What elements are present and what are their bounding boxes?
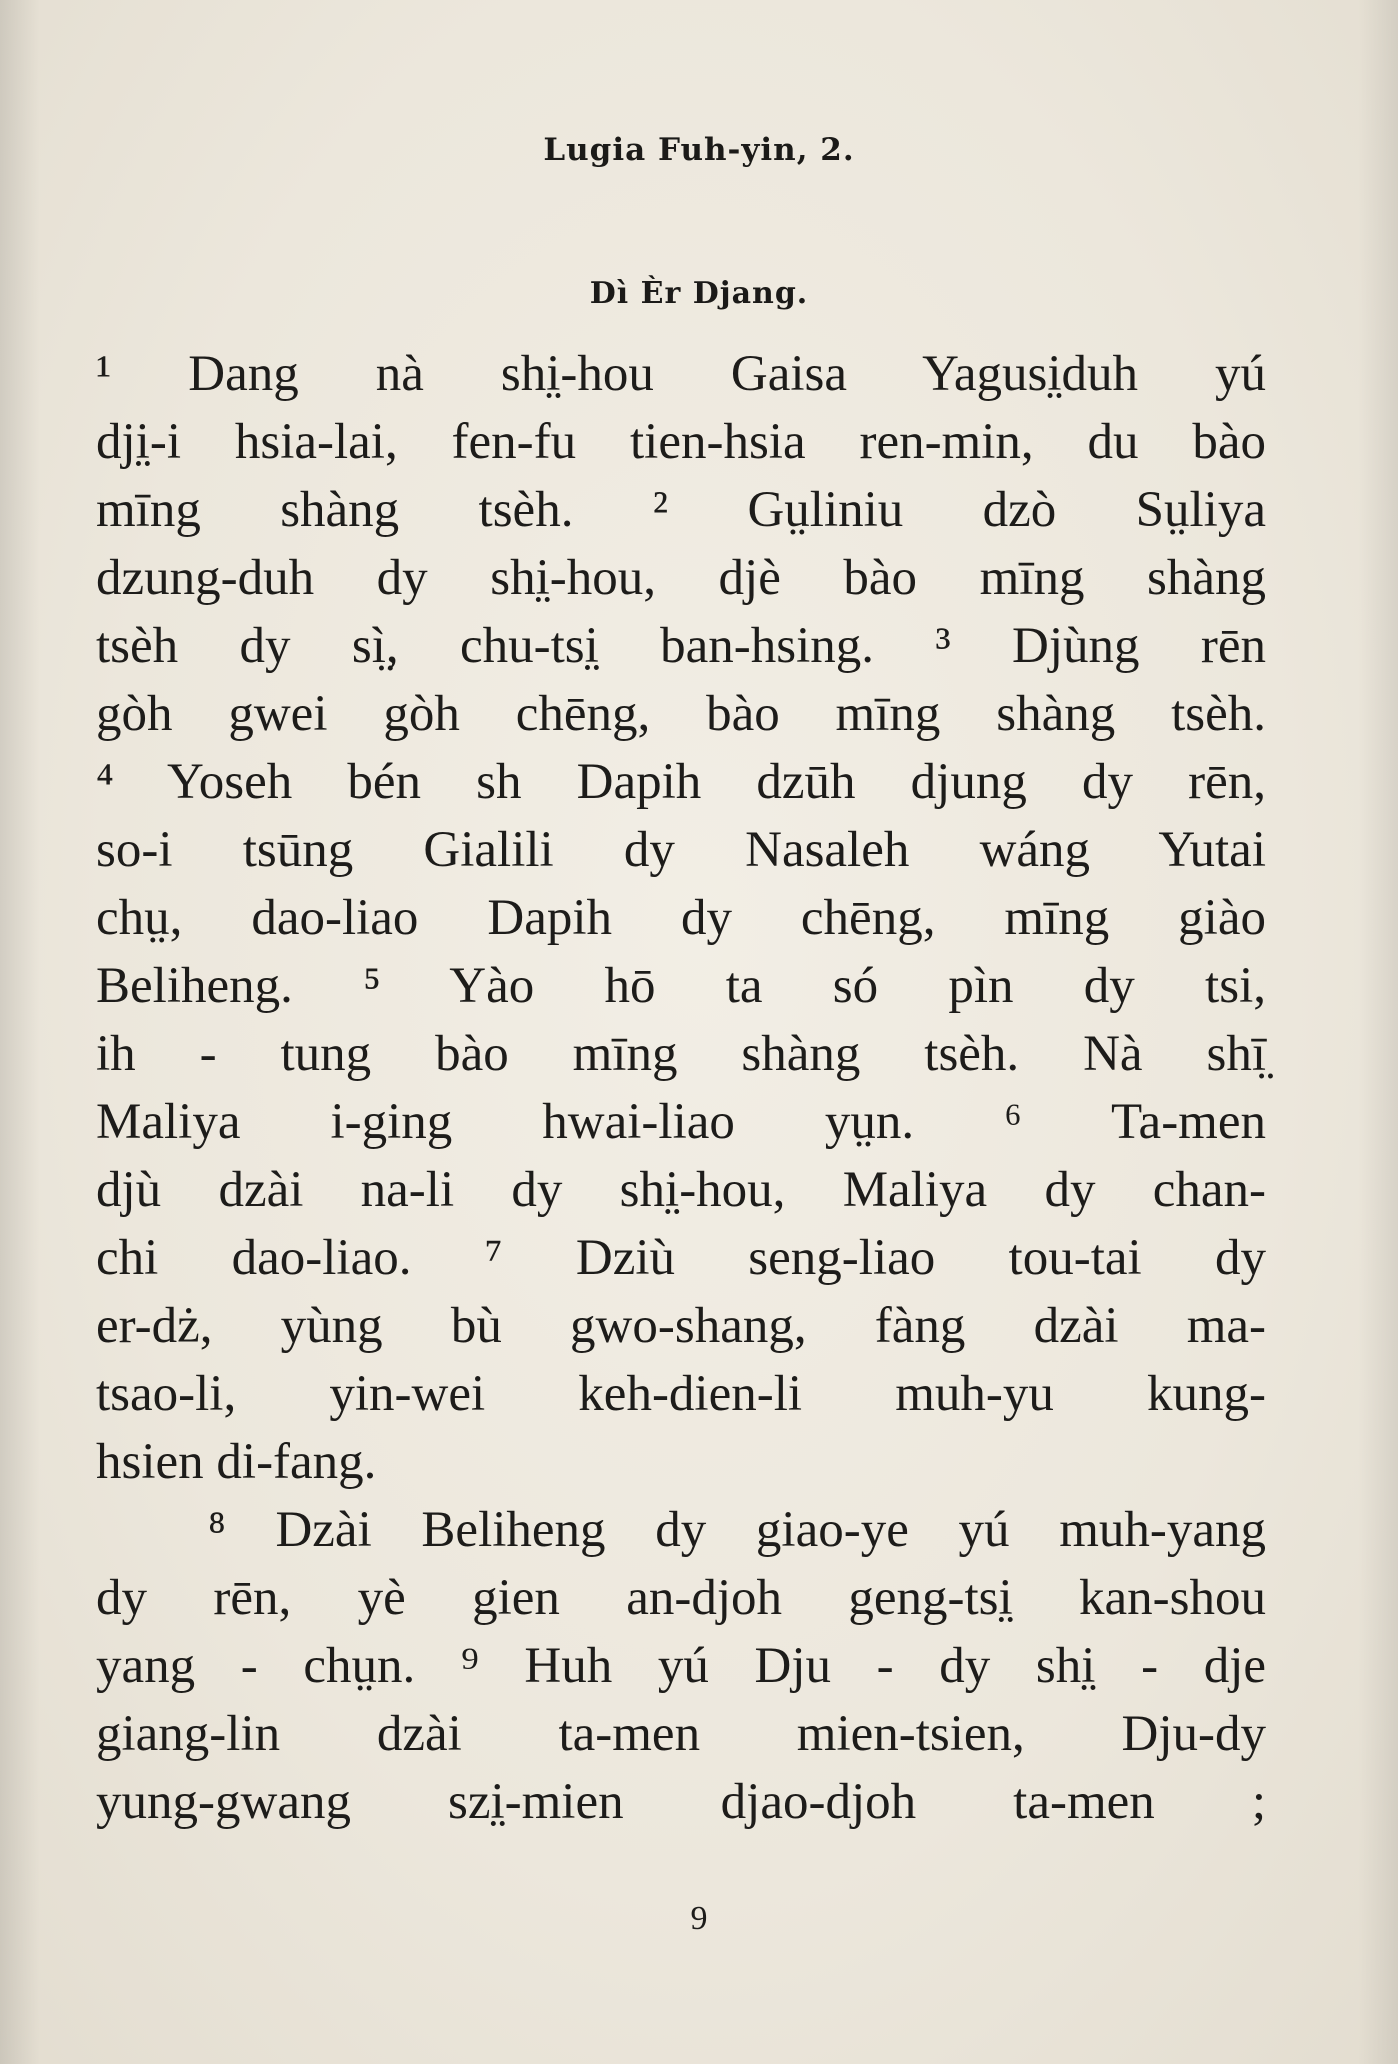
running-head: Lugia Fuh-yin, 2. — [543, 132, 855, 168]
text-line: dji̤-i hsia-lai, fen-fu tien-hsia ren-min, du bào — [96, 414, 1266, 470]
chapter-title: Dì Èr Djang. — [589, 276, 809, 311]
text-line: ih - tung bào mīng shàng tsèh. Nà shī̤ — [96, 1026, 1266, 1082]
text-line: djù dzài na-li dy shi̤-hou, Maliya dy chan- — [96, 1162, 1266, 1218]
text-line: dy rēn, yè gien an-djoh geng-tsi̤ kan-shou — [96, 1570, 1266, 1626]
text-line: chṳ, dao-liao Dapih dy chēng, mīng giào — [96, 890, 1266, 946]
text-line: ⁴ Yoseh bén sh Dapih dzūh djung dy rēn, — [96, 754, 1266, 810]
text-line: giang-lin dzài ta-men mien-tsien, Dju-dy — [96, 1706, 1266, 1762]
text-line: yung-gwang szi̤-mien djao-djoh ta-men ; — [96, 1774, 1266, 1830]
text-line: er-dż, yùng bù gwo-shang, fàng dzài ma- — [96, 1298, 1266, 1354]
text-line: chi dao-liao. ⁷ Dziù seng-liao tou-tai dy — [96, 1230, 1266, 1286]
body-text — [96, 340, 1266, 1836]
page-number: 9 — [690, 1900, 708, 1937]
text-line: yang - chṳn. ⁹ Huh yú Dju - dy shi̤ - dje — [96, 1638, 1266, 1694]
text-line: tsèh dy sì̤, chu-tsi̤ ban-hsing. ³ Djùng rēn — [96, 618, 1266, 674]
text-line: Maliya i-ging hwai-liao yṳn. ⁶ Ta-men — [96, 1094, 1266, 1150]
text-line: hsien di-fang. — [96, 1434, 377, 1490]
text-line: ⁸ Dzài Beliheng dy giao-ye yú muh-yang — [208, 1502, 1266, 1558]
text-line: so-i tsūng Gialili dy Nasaleh wáng Yutai — [96, 822, 1266, 878]
text-line: dzung-duh dy shi̤-hou, djè bào mīng shàng — [96, 550, 1266, 606]
text-line: tsao-li, yin-wei keh-dien-li muh-yu kung- — [96, 1366, 1266, 1422]
text-line: gòh gwei gòh chēng, bào mīng shàng tsèh. — [96, 686, 1266, 742]
text-line: Beliheng. ⁵ Yào hō ta só pìn dy tsi, — [96, 958, 1266, 1014]
text-line: mīng shàng tsèh. ² Gṳliniu dzò Sṳliya — [96, 482, 1266, 538]
text-line: ¹ Dang nà shi̤-hou Gaisa Yagusi̤duh yú — [96, 346, 1266, 402]
